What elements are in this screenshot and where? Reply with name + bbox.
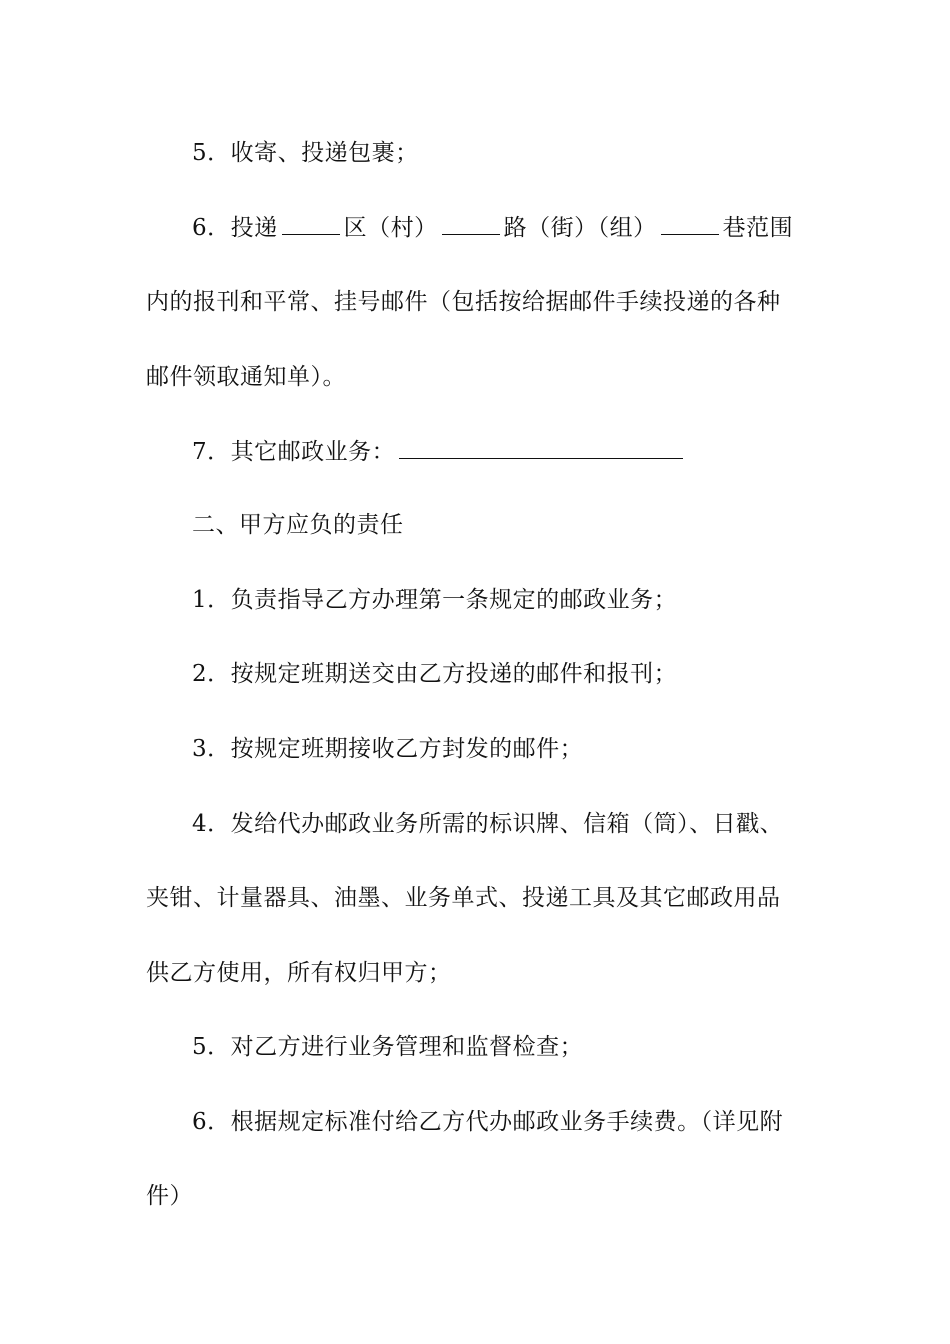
duty-5 bbox=[192, 1032, 862, 1062]
text: 6．根据规定标准付给乙方代办邮政业务手续费。（详见附 bbox=[192, 1109, 784, 1135]
text: 供乙方使用，所有权归甲方； bbox=[146, 960, 452, 986]
text: 2．按规定班期送交由乙方投递的邮件和报刊； bbox=[192, 661, 678, 687]
section-title: 二、甲方应负的责任 bbox=[192, 512, 404, 538]
text: 6．投递 bbox=[192, 215, 278, 241]
text: 5．对乙方进行业务管理和监督检查； bbox=[192, 1034, 584, 1060]
text: 内的报刊和平常、挂号邮件（包括按给据邮件手续投递的各种 bbox=[146, 289, 781, 315]
blank-field-road[interactable] bbox=[442, 212, 500, 235]
duty-6-continued bbox=[146, 1181, 816, 1211]
duty-4 bbox=[192, 809, 862, 839]
text: 1．负责指导乙方办理第一条规定的邮政业务； bbox=[192, 587, 678, 613]
duty-3 bbox=[192, 734, 862, 764]
clause-7-other-services bbox=[192, 436, 862, 467]
text: 4．发给代办邮政业务所需的标识牌、信箱（筒）、日戳、 bbox=[192, 811, 784, 837]
blank-field-other-services[interactable] bbox=[399, 436, 683, 459]
text: 区（村） bbox=[343, 215, 438, 241]
duty-4-continued bbox=[146, 883, 816, 913]
section-heading-party-a bbox=[192, 510, 862, 540]
text: 路（街）（组） bbox=[503, 215, 657, 241]
clause-6-delivery-scope bbox=[192, 212, 862, 243]
duty-4-continued-end bbox=[146, 958, 816, 988]
text: 邮件领取通知单）。 bbox=[146, 364, 346, 390]
duty-6 bbox=[192, 1107, 862, 1137]
text: 5．收寄、投递包裹； bbox=[192, 140, 419, 166]
clause-6-continued bbox=[146, 287, 816, 317]
text: 巷范围 bbox=[722, 215, 794, 241]
blank-field-lane[interactable] bbox=[661, 212, 719, 235]
blank-field-district[interactable] bbox=[282, 212, 340, 235]
text: 件） bbox=[146, 1183, 193, 1209]
clause-6-continued-end bbox=[146, 362, 816, 392]
duty-2 bbox=[192, 659, 862, 689]
text: 3．按规定班期接收乙方封发的邮件； bbox=[192, 736, 584, 762]
clause-5-parcels bbox=[192, 138, 862, 168]
duty-1 bbox=[192, 585, 862, 615]
text: 夹钳、计量器具、油墨、业务单式、投递工具及其它邮政用品 bbox=[146, 885, 781, 911]
text: 7．其它邮政业务： bbox=[192, 439, 396, 465]
